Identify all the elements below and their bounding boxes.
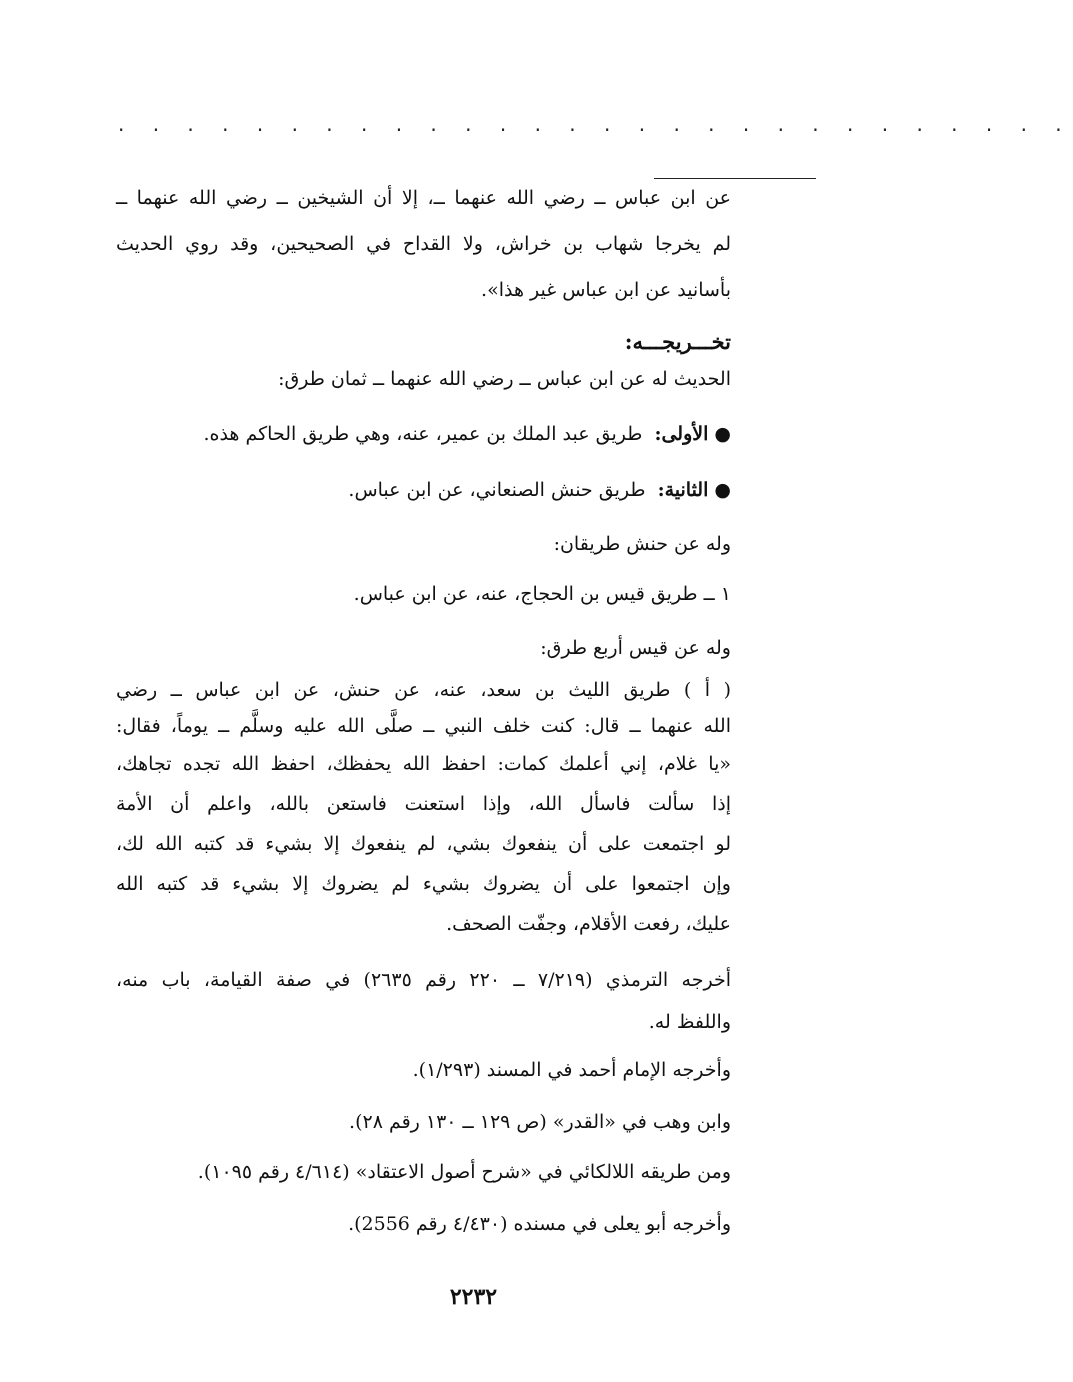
text-line: وإن اجتمعوا على أن يضروك بشيء لم يضروك إلا بشيء قد كتبه الله bbox=[116, 873, 731, 895]
text-line: عن ابن عباس ــ رضي الله عنهما ــ، إلا أن الشيخين ــ رضي الله عنهما ــ bbox=[116, 187, 732, 209]
bullet-text: طريق حنش الصنعاني، عن ابن عباس. bbox=[348, 479, 646, 501]
bullet-label: الأولى: bbox=[654, 423, 709, 445]
text-line: واللفظ له. bbox=[648, 1011, 731, 1033]
text-line: «يا غلام، إني أعلمك كمات: احفظ الله يحفظك، احفظ الله تجده تجاهك، bbox=[116, 753, 731, 775]
text-line: الحديث له عن ابن عباس ــ رضي الله عنهما ــ ثمان طرق: bbox=[278, 368, 731, 390]
text-line: ( أ ) طريق الليث بن سعد، عنه، عن حنش، عن ابن عباس ــ رضي bbox=[116, 679, 731, 701]
text-line: لو اجتمعت على أن ينفعوك بشي، لم ينفعوك إلا بشيء قد كتبه الله لك، bbox=[116, 833, 731, 855]
footnote-rule bbox=[654, 178, 816, 179]
text-line: وله عن حنش طريقان: bbox=[553, 533, 731, 555]
text-line: الله عنهما ــ قال: كنت خلف النبي ــ صلَّى الله عليه وسلَّم ــ يوماً، فقال: bbox=[116, 715, 731, 737]
text-line: عليك، رفعت الأقلام، وجفّت الصحف. bbox=[446, 913, 731, 935]
text-line: أخرجه الترمذي (٧/٢١٩ ــ ٢٢٠ رقم ٢٦٣٥) في صفة القيامة، باب منه، bbox=[116, 969, 731, 991]
section-heading: تخـــريجـــه: bbox=[624, 329, 731, 354]
text-line: وله عن قيس أربع طرق: bbox=[540, 637, 731, 659]
text-line: ١ ــ طريق قيس بن الحجاج، عنه، عن ابن عباس. bbox=[353, 583, 731, 605]
text-line: إذا سألت فاسأل الله، وإذا استعنت فاستعن بالله، واعلم أن الأمة bbox=[116, 793, 731, 815]
text-line: لم يخرجا شهاب بن خراش، ولا القداح في الصحيحين، وقد روي الحديث bbox=[116, 233, 731, 255]
text-line: ومن طريقه اللالكائي في «شرح أصول الاعتقاد» (٤/٦١٤ رقم ١٠٩٥). bbox=[197, 1161, 731, 1183]
bullet-icon: ● bbox=[708, 479, 731, 501]
text-line: وأخرجه أبو يعلى في مسنده (٤/٤٣٠ رقم 2556). bbox=[348, 1213, 731, 1235]
bullet-label: الثانية: bbox=[657, 479, 709, 501]
bullet-icon: ● bbox=[708, 423, 731, 445]
text-line: وأخرجه الإمام أحمد في المسند (١/٢٩٣). bbox=[412, 1059, 731, 1081]
bullet-text: طريق عبد الملك بن عمير، عنه، وهي طريق الحاكم هذه. bbox=[203, 423, 643, 445]
bullet-item bbox=[203, 422, 731, 447]
dotted-separator: · · · · · · · · · · · · · · · · · · · · · · · · · · · · bbox=[118, 118, 1073, 142]
text-line: بأسانيد عن ابن عباس غير هذا». bbox=[481, 279, 731, 301]
text-line: وابن وهب في «القدر» (ص ١٢٩ ــ ١٣٠ رقم ٢٨). bbox=[349, 1111, 731, 1133]
page-number: ٢٢٣٢ bbox=[449, 1284, 498, 1310]
bullet-item bbox=[348, 478, 731, 503]
